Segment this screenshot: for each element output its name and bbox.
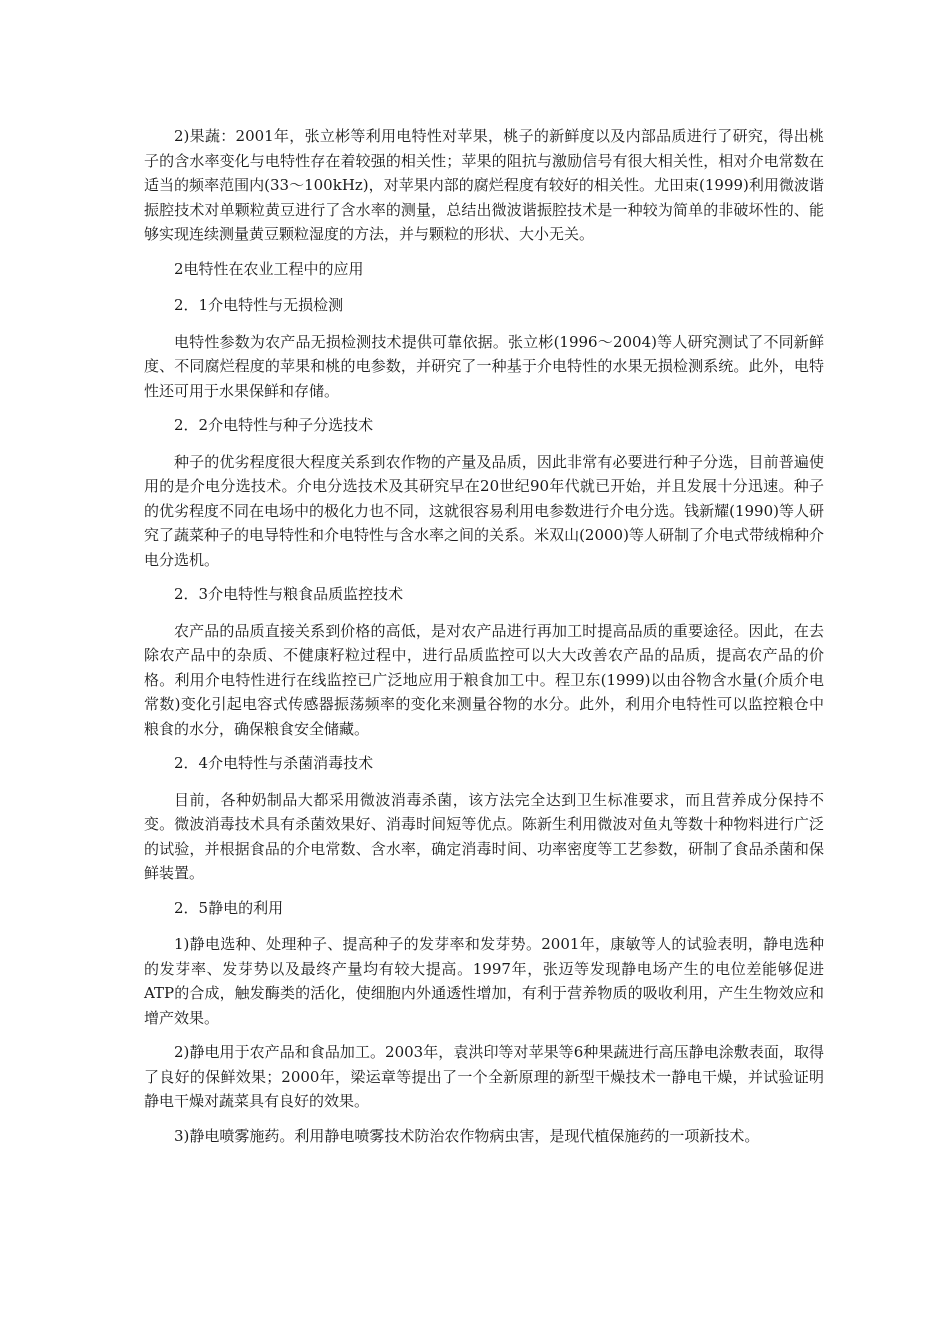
subsection-heading-2-5: 2．5静电的利用 (174, 898, 284, 917)
paragraph-nondestructive-testing: 电特性参数为农产品无损检测技术提供可靠依据。张立彬(1996～2004)等人研究测试了不同新鲜度、不同腐烂程度的苹果和桃的电参数，并研究了一种基于介电特性的水果无损检测系统。此外，电特性还可用于水果保鲜和存储。 (144, 332, 824, 400)
paragraph-electrostatic-processing: 2)静电用于农产品和食品加工。2003年，袁洪印等对苹果等6种果蔬进行高压静电涂敷表面，取得了良好的保鲜效果；2000年，梁运章等提出了一个全新原理的新型干燥技术一静电干燥，并试验证明静电干燥对蔬菜具有良好的效果。 (144, 1043, 824, 1110)
subsection-heading-2-2: 2．2介电特性与种子分选技术 (174, 416, 374, 434)
paragraph-grain-quality: 农产品的品质直接关系到价格的高低，是对农产品进行再加工时提高品质的重要途径。因此，在去除农产品中的杂质、不健康籽粒过程中，进行品质监控可以大大改善农产品的品质，提高农产品的价格。利用介电特性进行在线监控已广泛地应用于粮食加工中。程卫东(1999)以由谷物含水量(介质介电常数)变化引起电容式传感器振荡频率的变化来测量谷物的水分。此外，利用介电特性可以监控粮仓中粮食的水分，确保粮食安全储藏。 (144, 621, 824, 738)
subsection-heading-2-4: 2．4介电特性与杀菌消毒技术 (174, 754, 374, 772)
section-heading-2: 2电特性在农业工程中的应用 (174, 259, 364, 278)
paragraph-electrostatic-seed: 1)静电选种、处理种子、提高种子的发芽率和发芽势。2001年，康敏等人的试验表明，静电选种的发芽率、发芽势以及最终产量均有较大提高。1997年，张迈等发现静电场产生的电位差能够促进ATP的合成，触发酶类的活化，使细胞内外通透性增加，有利于营养物质的吸收利用，产生生物效应和增产效果。 (144, 935, 824, 1027)
document-body (144, 124, 824, 1158)
paragraph-sterilization: 目前，各种奶制品大都采用微波消毒杀菌，该方法完全达到卫生标准要求，而且营养成分保持不变。微波消毒技术具有杀菌效果好、消毒时间短等优点。陈新生利用微波对鱼丸等数十种物料进行广泛的试验，并根据食品的介电常数、含水率，确定消毒时间、功率密度等工艺参数，研制了食品杀菌和保鲜装置。 (144, 790, 824, 882)
paragraph-electrostatic-spraying: 3)静电喷雾施药。利用静电喷雾技术防治农作物病虫害，是现代植保施药的一项新技术。 (174, 1126, 760, 1145)
subsection-heading-2-1: 2．1介电特性与无损检测 (174, 296, 344, 314)
paragraph-fruit-vegetable: 2)果蔬：2001年，张立彬等利用电特性对苹果，桃子的新鲜度以及内部品质进行了研究，得出桃子的含水率变化与电特性存在着较强的相关性；苹果的阻抗与激励信号有很大相关性，相对介电常数在适当的频率范围内(33～100kHz)，对苹果内部的腐烂程度有较好的相关性。尤田束(1999)利用微波谐振腔技术对单颗粒黄豆进行了含水率的测量，总结出微波谐振腔技术是一种较为简单的非破坏性的、能够实现连续测量黄豆颗粒湿度的方法，并与颗粒的形状、大小无关。 (144, 127, 824, 243)
paragraph-seed-sorting: 种子的优劣程度很大程度关系到农作物的产量及品质，因此非常有必要进行种子分选，目前普遍使用的是介电分选技术。介电分选技术及其研究早在20世纪90年代就已开始，并且发展十分迅速。种子的优劣程度不同在电场中的极化力也不同，这就很容易利用电参数进行介电分选。钱新耀(1990)等人研究了蔬菜种子的电导特性和介电特性与含水率之间的关系。米双山(2000)等人研制了介电式带绒棉种介电分选机。 (144, 452, 824, 569)
subsection-heading-2-3: 2．3介电特性与粮食品质监控技术 (174, 585, 404, 603)
